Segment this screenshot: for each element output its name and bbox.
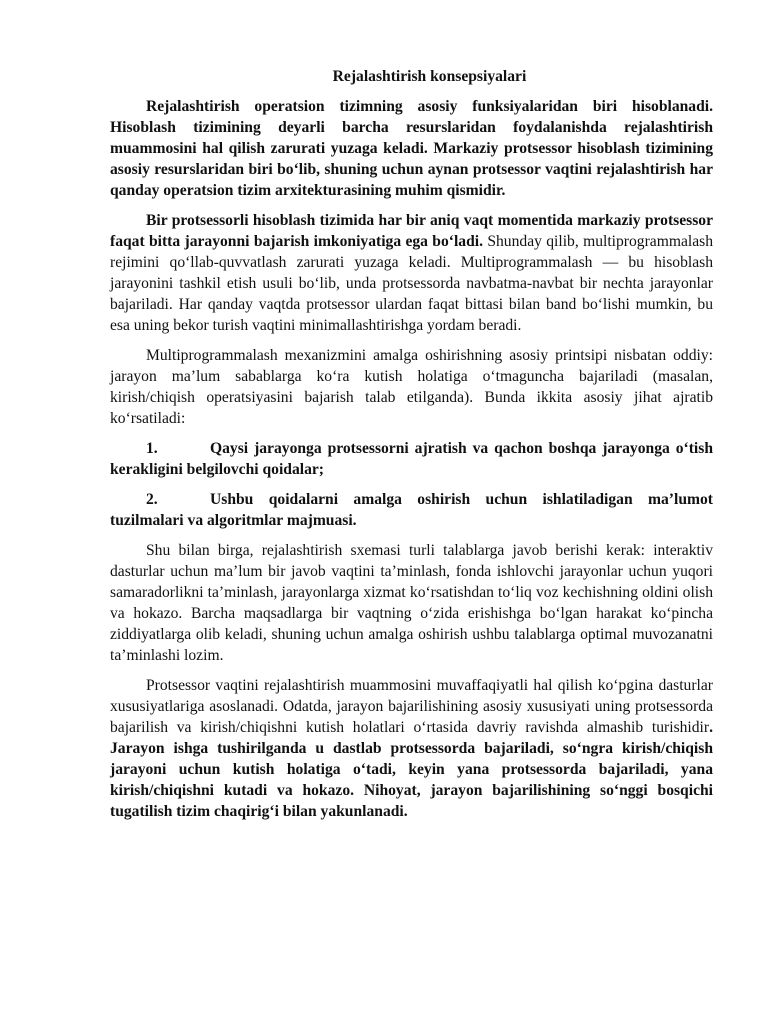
list-item-2	[110, 489, 713, 531]
document-title: Rejalashtirish konsepsiyalari	[332, 68, 527, 85]
list-item-1	[110, 438, 713, 480]
paragraph-5-text: Protsessor vaqtini rejalashtirish muammosini muvaffaqiyatli hal qilish ko‘pgina dasturlar xususiyatlariga asoslanadi. Odatda, jarayon bajarilishining asosiy xususiyati uning protsessorda bajarilish va kirish/chiqishni kutish holatlari o‘rtasida davriy ravishda almashib turishidir	[110, 677, 713, 736]
list-number: 2.	[146, 491, 158, 508]
list-item-text: Ushbu qoidalarni amalga oshirish uchun ishlatiladigan ma’lumot tuzilmalari va algoritmlar majmuasi.	[110, 491, 713, 529]
paragraph-4	[110, 540, 713, 666]
paragraph-3	[110, 345, 713, 429]
paragraph-4-text: Shu bilan birga, rejalashtirish sxemasi turli talablarga javob berishi kerak: interaktiv dasturlar uchun ma’lum bir javob vaqtini ta’minlash, fonda ishlovchi jarayonlar uchun yuqori samaradorlikni ta’minlash, jarayonlarga xizmat ko‘rsatishdan to‘liq voz kechishning oldini olish va hokazo. Barcha maqsadlarga bir vaqtning o‘zida erishishga bo‘lgan harakat ko‘pincha ziddiyatlarga olib keladi, shuning uchun amalga oshirish ushbu talablarga optimal muvozanatni ta’minlashi lozim.	[110, 542, 713, 664]
paragraph-2	[110, 210, 713, 336]
list-number: 1.	[146, 440, 158, 457]
paragraph-1	[110, 96, 713, 201]
paragraph-5-bold: . Jarayon ishga tushirilganda u dastlab protsessorda bajariladi, so‘ngra kirish/chiqish jarayoni uchun kutish holatiga o‘tadi, keyin yana protsessorda bajariladi, yana kirish/chiqishni kutadi va hokazo. Nihoyat, jarayon bajarilishining so‘nggi bosqichi tugatilish tizim chaqirig‘i bilan yakunlanadi.	[110, 719, 713, 820]
paragraph-1-bold: Rejalashtirish operatsion tizimning asosiy funksiyalaridan biri hisoblanadi. Hisoblash tizimining deyarli barcha resurslaridan foydalanishda rejalashtirish muammosini hal qilish zarurati yuzaga keladi. Markaziy protsessor hisoblash tizimining asosiy resurslaridan biri bo‘lib, shuning uchun aynan protsessor vaqtini rejalashtirish har qanday operatsion tizim arxitekturasining muhim qismidir.	[110, 98, 713, 199]
document-page	[110, 66, 713, 831]
paragraph-3-text: Multiprogrammalash mexanizmini amalga oshirishning asosiy printsipi nisbatan oddiy: jarayon ma’lum sabablarga ko‘ra kutish holatiga o‘tmaguncha bajariladi (masalan, kirish/chiqish operatsiyasini bajarish talab etilganda). Bunda ikkita asosiy jihat ajratib ko‘rsatiladi:	[110, 347, 713, 427]
paragraph-5	[110, 675, 713, 822]
paragraph-2-bold: Bir protsessorli hisoblash tizimida har bir aniq vaqt momentida markaziy protsessor faqat bitta jarayonni bajarish imkoniyatiga ega bo‘ladi.	[110, 212, 713, 250]
list-item-text: Qaysi jarayonga protsessorni ajratish va qachon boshqa jarayonga o‘tish kerakligini belgilovchi qoidalar;	[110, 440, 713, 478]
paragraph-2-text: Shunday qilib, multiprogrammalash rejimini qo‘llab-quvvatlash zarurati yuzaga keladi. Multiprogrammalash — bu hisoblash jarayonini tashkil etish usuli bo‘lib, unda protsessorda navbatma-navbat bir nechta jarayonlar bajariladi. Har qanday vaqtda protsessor ulardan faqat bittasi bilan band bo‘lishi mumkin, bu esa uning bekor turish vaqtini minimallashtirishga yordam beradi.	[110, 233, 713, 334]
